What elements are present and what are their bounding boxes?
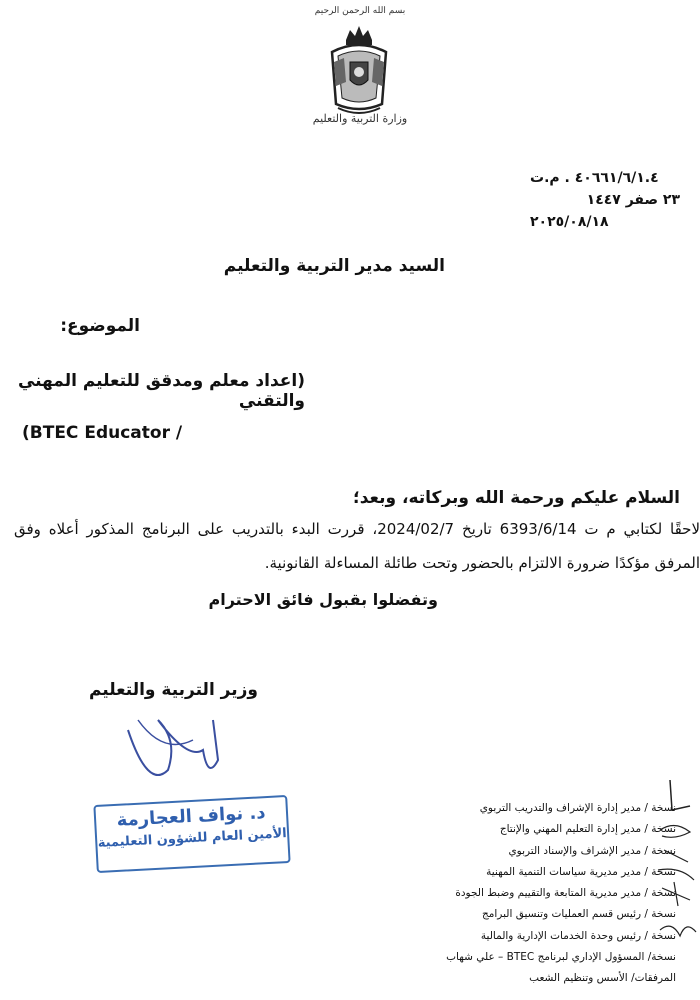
closing-line: وتفضلوا بقبول فائق الاحترام xyxy=(208,590,438,609)
list-item: نسخة / مدير إدارة الإشراف والتدريب التربوي xyxy=(479,802,676,814)
royal-crest-emblem xyxy=(324,22,394,122)
official-stamp xyxy=(93,795,290,873)
list-item: نسخة / مدير إدارة التعليم المهني والإنتاج xyxy=(499,823,676,836)
copies-list xyxy=(366,798,676,990)
hijri-date: ٢٣ صفر ١٤٤٧ xyxy=(586,192,680,208)
list-item: نسخة / مدير مديرية سياسات التنمية المهنية xyxy=(486,865,676,878)
handwritten-initials xyxy=(650,770,700,980)
list-item: المرفقات/ الأسس وتنظيم الشعب xyxy=(529,972,676,985)
subject-label: الموضوع: xyxy=(60,316,140,336)
stamp-title: الأمين العام للشؤون التعليمية xyxy=(97,826,288,851)
basmala: بسم الله الرحمن الرحيم xyxy=(314,6,406,16)
reference-number-prefix: م.ت xyxy=(530,170,560,186)
gregorian-date: ٢٠٢٥/٠٨/١٨ xyxy=(530,214,609,230)
stamp-name: د. نواف العجارمة xyxy=(116,802,267,831)
subject-line-2: (BTEC Educator / xyxy=(22,423,183,443)
subject-line-1: (اعداد معلم ومدقق للتعليم المهني والتقني xyxy=(17,371,305,411)
list-item: نسخة / مدير الإشراف والإسناد التربوي xyxy=(508,844,676,857)
addressee: السيد مدير التربية والتعليم xyxy=(223,256,445,276)
body-paragraph: لاحقًا لكتابي م ت 6393/6/14 تاريخ 2024/02/7، قررت البدء بالتدريب على البرنامج المذكور أعلاه وفق المرفق مؤكدًا ضرورة الالتزام بالحضور وتحت طائلة المساءلة القانونية. xyxy=(14,520,700,572)
greeting: السلام عليكم ورحمة الله وبركاته، وبعد؛ xyxy=(352,488,680,508)
list-item: نسخة / مدير مديرية المتابعة والتقييم وضبط الجودة xyxy=(455,887,676,900)
handwritten-signature xyxy=(108,700,238,810)
list-item: نسخة/ المسؤول الإداري لبرنامج BTEC – علي شهاب xyxy=(446,951,676,964)
reference-number: ٤٠٦٦١/٦/١.٤ . م.ت xyxy=(530,170,659,186)
list-item: نسخة / رئيس قسم العمليات وتنسيق البرامج xyxy=(481,908,676,921)
list-item: نسخة / رئيس وحدة الخدمات الإدارية والمالية xyxy=(480,929,676,942)
signature-title: وزير التربية والتعليم xyxy=(88,680,258,700)
ministry-header: وزارة التربية والتعليم xyxy=(312,112,408,125)
reference-number-value: ٤٠٦٦١/٦/١.٤ xyxy=(574,170,659,186)
